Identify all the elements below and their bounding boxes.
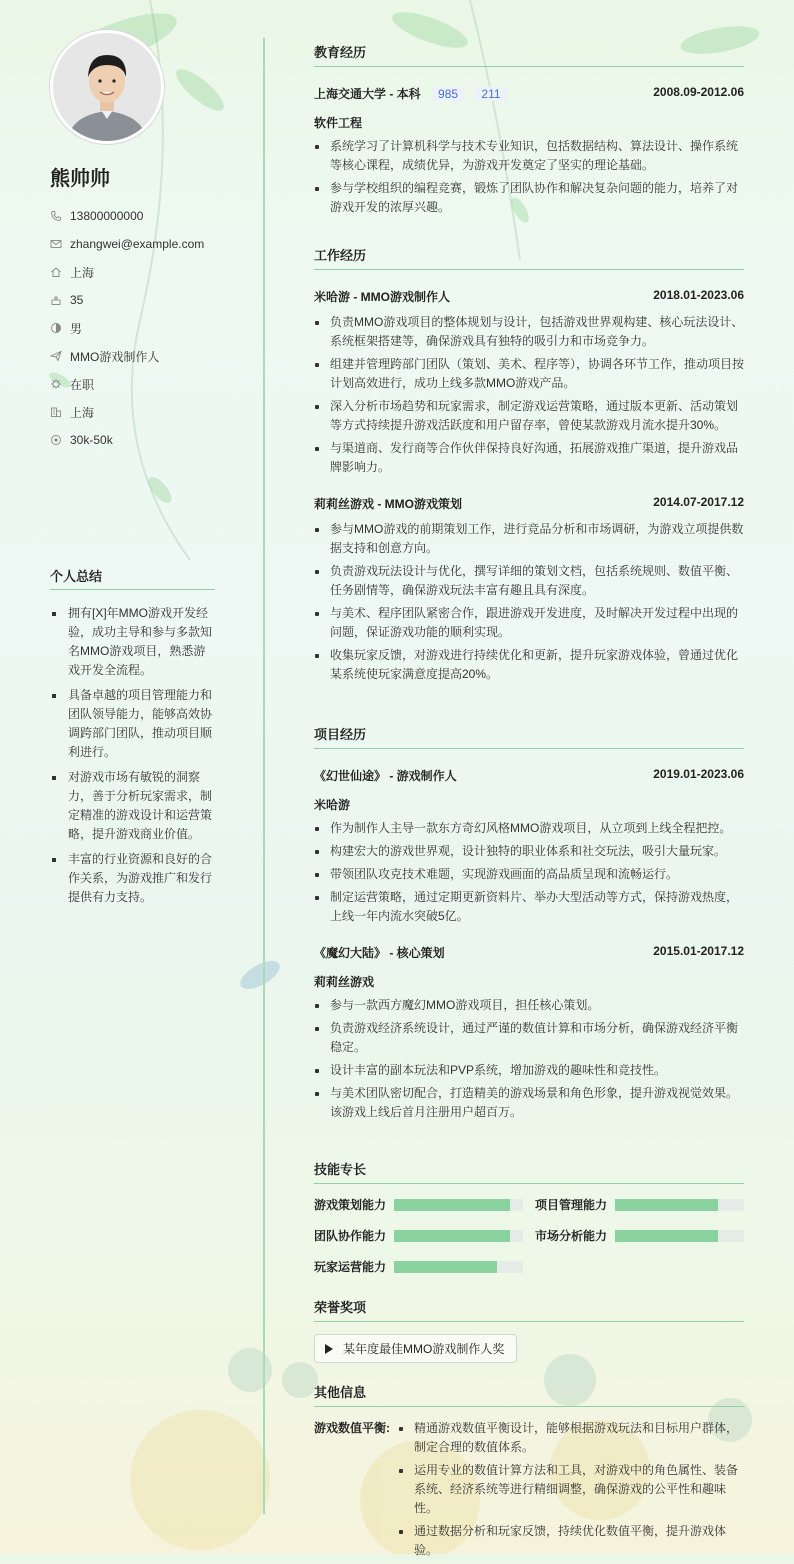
project-item: 与美术团队密切配合，打造精美的游戏场景和角色形象，提升游戏视觉效果。该游戏上线后首月注册用户超百万。	[314, 1084, 744, 1122]
column-divider	[263, 38, 265, 1514]
skill-label: 市场分析能力	[535, 1229, 608, 1243]
skill-label: 团队协作能力	[314, 1229, 387, 1243]
city-text: 上海	[70, 265, 95, 280]
project-date: 2015.01-2017.12	[653, 944, 744, 958]
skill-label: 项目管理能力	[535, 1198, 608, 1212]
info-city	[50, 258, 250, 286]
project-title: 《幻世仙途》 - 游戏制作人	[314, 769, 457, 783]
education-section	[314, 42, 744, 221]
job-title: 莉莉丝游戏 - MMO游戏策划	[314, 497, 462, 511]
age-text: 35	[70, 293, 84, 307]
job-list	[314, 313, 744, 477]
other-key: 游戏数值平衡:	[314, 1421, 390, 1435]
job-item: 负责游戏玩法设计与优化，撰写详细的策划文档，包括系统规则、数值平衡、任务剧情等，确保游戏玩法丰富有趣且具有深度。	[314, 562, 744, 600]
summary-item: 对游戏市场有敏锐的洞察力，善于分析玩家需求，制定精准的游戏设计和运营策略，提升游戏商业价值。	[50, 768, 215, 844]
skill-bar	[394, 1261, 523, 1273]
project-item: 构建宏大的游戏世界观，设计独特的职业体系和社交玩法，吸引大量玩家。	[314, 842, 744, 861]
info-phone	[50, 202, 250, 230]
skill-bar	[394, 1199, 523, 1211]
other-item: 精通游戏数值平衡设计，能够根据游戏玩法和目标用户群体，制定合理的数值体系。	[398, 1419, 744, 1457]
skill-label: 游戏策划能力	[314, 1198, 387, 1212]
salary-text: 30k-50k	[70, 433, 113, 447]
skill-item	[535, 1196, 744, 1213]
home-icon	[50, 266, 62, 278]
award-item[interactable]	[314, 1334, 517, 1363]
salary-icon	[50, 434, 62, 446]
job-item: 收集玩家反馈，对游戏进行持续优化和更新，提升玩家游戏体验，曾通过优化某系统使玩家满意度提高20%。	[314, 646, 744, 684]
award-text: 某年度最佳MMO游戏制作人奖	[343, 1342, 505, 1356]
job-list	[314, 520, 744, 684]
project-item: 参与一款西方魔幻MMO游戏项目，担任核心策划。	[314, 996, 744, 1015]
project-item: 作为制作人主导一款东方奇幻风格MMO游戏项目，从立项到上线全程把控。	[314, 819, 744, 838]
job-item: 与美术、程序团队紧密合作，跟进游戏开发进度，及时解决开发过程中出现的问题，保证游戏功能的顺利实现。	[314, 604, 744, 642]
summary-section	[50, 566, 215, 913]
other-row	[314, 1419, 744, 1564]
position-text: MMO游戏制作人	[70, 349, 160, 364]
education-major: 软件工程	[314, 116, 363, 130]
skill-bar-fill	[394, 1230, 510, 1242]
school-tag: 211	[475, 87, 506, 101]
school-tag: 985	[432, 87, 464, 101]
skill-item	[314, 1227, 523, 1244]
project-list	[314, 996, 744, 1122]
job-date: 2018.01-2023.06	[653, 288, 744, 302]
send-icon	[50, 350, 62, 362]
contact-info	[50, 202, 250, 454]
phone-icon	[50, 210, 62, 222]
mail-icon	[50, 238, 62, 250]
education-item: 参与学校组织的编程竞赛，锻炼了团队协作和解决复杂问题的能力，培养了对游戏开发的浓厚兴趣。	[314, 179, 744, 217]
education-title: 教育经历	[314, 42, 744, 67]
other-item: 通过数据分析和玩家反馈，持续优化数值平衡，提升游戏体验。	[398, 1522, 744, 1560]
project-date: 2019.01-2023.06	[653, 767, 744, 781]
skills-grid	[314, 1196, 744, 1275]
skill-bar	[615, 1230, 744, 1242]
job-date: 2014.07-2017.12	[653, 495, 744, 509]
gender-text: 男	[70, 321, 83, 336]
job-head	[314, 495, 744, 512]
skill-bar-fill	[615, 1199, 718, 1211]
skill-bar	[615, 1199, 744, 1211]
job-item: 与渠道商、发行商等合作伙伴保持良好沟通，拓展游戏推广渠道，提升游戏品牌影响力。	[314, 439, 744, 477]
skill-item	[314, 1258, 523, 1275]
sidebar	[0, 0, 263, 1554]
age-icon	[50, 294, 62, 306]
school-name: 上海交通大学 - 本科	[314, 87, 421, 101]
info-salary	[50, 426, 250, 454]
info-age	[50, 286, 250, 314]
gender-icon	[50, 322, 62, 334]
education-item: 系统学习了计算机科学与技术专业知识，包括数据结构、算法设计、操作系统等核心课程，成绩优异，为游戏开发奠定了坚实的理论基础。	[314, 137, 744, 175]
summary-item: 拥有[X]年MMO游戏开发经验，成功主导和参与多款知名MMO游戏项目，熟悉游戏开发全流程。	[50, 604, 215, 680]
info-position	[50, 342, 250, 370]
projects-title: 项目经历	[314, 724, 744, 749]
person-name: 熊帅帅	[50, 168, 110, 190]
job-item: 组建并管理跨部门团队（策划、美术、程序等），协调各环节工作，推动项目按计划高效进行，成功上线多款MMO游戏产品。	[314, 355, 744, 393]
skill-item	[535, 1227, 744, 1244]
play-triangle-icon	[325, 1344, 333, 1354]
project-item: 带领团队攻克技术难题，实现游戏画面的高品质呈现和流畅运行。	[314, 865, 744, 884]
summary-list	[50, 604, 215, 907]
project-title: 《魔幻大陆》 - 核心策划	[314, 946, 445, 960]
skills-title: 技能专长	[314, 1159, 744, 1184]
summary-item: 具备卓越的项目管理能力和团队领导能力，能够高效协调跨部门团队，推动项目顺利进行。	[50, 686, 215, 762]
info-gender	[50, 314, 250, 342]
info-email	[50, 230, 250, 258]
skill-bar-fill	[394, 1199, 510, 1211]
education-date: 2008.09-2012.06	[653, 85, 744, 99]
skill-label: 玩家运营能力	[314, 1260, 387, 1274]
email-text: zhangwei@example.com	[70, 237, 205, 251]
project-item: 制定运营策略，通过定期更新资料片、举办大型活动等方式，保持游戏热度，上线一年内流水突破5亿。	[314, 888, 744, 926]
summary-title: 个人总结	[50, 566, 215, 590]
job-item: 负责MMO游戏项目的整体规划与设计，包括游戏世界观构建、核心玩法设计、系统框架搭建等，确保游戏具有独特的吸引力和市场竞争力。	[314, 313, 744, 351]
phone-text: 13800000000	[70, 209, 144, 223]
other-title: 其他信息	[314, 1382, 744, 1407]
skill-bar-fill	[615, 1230, 718, 1242]
other-item: 运用专业的数值计算方法和工具，对游戏中的角色属性、装备系统、经济系统等进行精细调整，确保游戏的公平性和趣味性。	[398, 1461, 744, 1518]
project-company: 莉莉丝游戏	[314, 975, 375, 989]
projects-section	[314, 724, 744, 1126]
work-city-text: 上海	[70, 405, 95, 420]
skill-bar-fill	[394, 1261, 497, 1273]
project-head	[314, 767, 744, 784]
info-status	[50, 370, 250, 398]
work-section	[314, 245, 744, 688]
job-item: 深入分析市场趋势和玩家需求，制定游戏运营策略，通过版本更新、活动策划等方式持续提升游戏活跃度和用户留存率，曾使某款游戏月流水提升30%。	[314, 397, 744, 435]
job-title: 米哈游 - MMO游戏制作人	[314, 290, 450, 304]
job-item: 参与MMO游戏的前期策划工作，进行竞品分析和市场调研，为游戏立项提供数据支持和创意方向。	[314, 520, 744, 558]
project-item: 负责游戏经济系统设计，通过严谨的数值计算和市场分析，确保游戏经济平衡稳定。	[314, 1019, 744, 1057]
skill-bar	[394, 1230, 523, 1242]
project-head	[314, 944, 744, 961]
job-head	[314, 288, 744, 305]
status-text: 在职	[70, 377, 95, 392]
project-company: 米哈游	[314, 798, 351, 812]
summary-item: 丰富的行业资源和良好的合作关系，为游戏推广和发行提供有力支持。	[50, 850, 215, 907]
awards-title: 荣誉奖项	[314, 1297, 744, 1322]
info-work-city	[50, 398, 250, 426]
city-icon	[50, 406, 62, 418]
avatar	[50, 30, 164, 144]
awards-section	[314, 1297, 744, 1363]
skill-item	[314, 1196, 523, 1213]
skills-section	[314, 1159, 744, 1275]
project-item: 设计丰富的副本玩法和PVP系统，增加游戏的趣味性和竞技性。	[314, 1061, 744, 1080]
work-title: 工作经历	[314, 245, 744, 270]
education-list	[314, 137, 744, 217]
other-section	[314, 1382, 744, 1564]
other-list	[398, 1419, 744, 1564]
project-list	[314, 819, 744, 926]
status-icon	[50, 378, 62, 390]
education-head	[314, 85, 744, 102]
